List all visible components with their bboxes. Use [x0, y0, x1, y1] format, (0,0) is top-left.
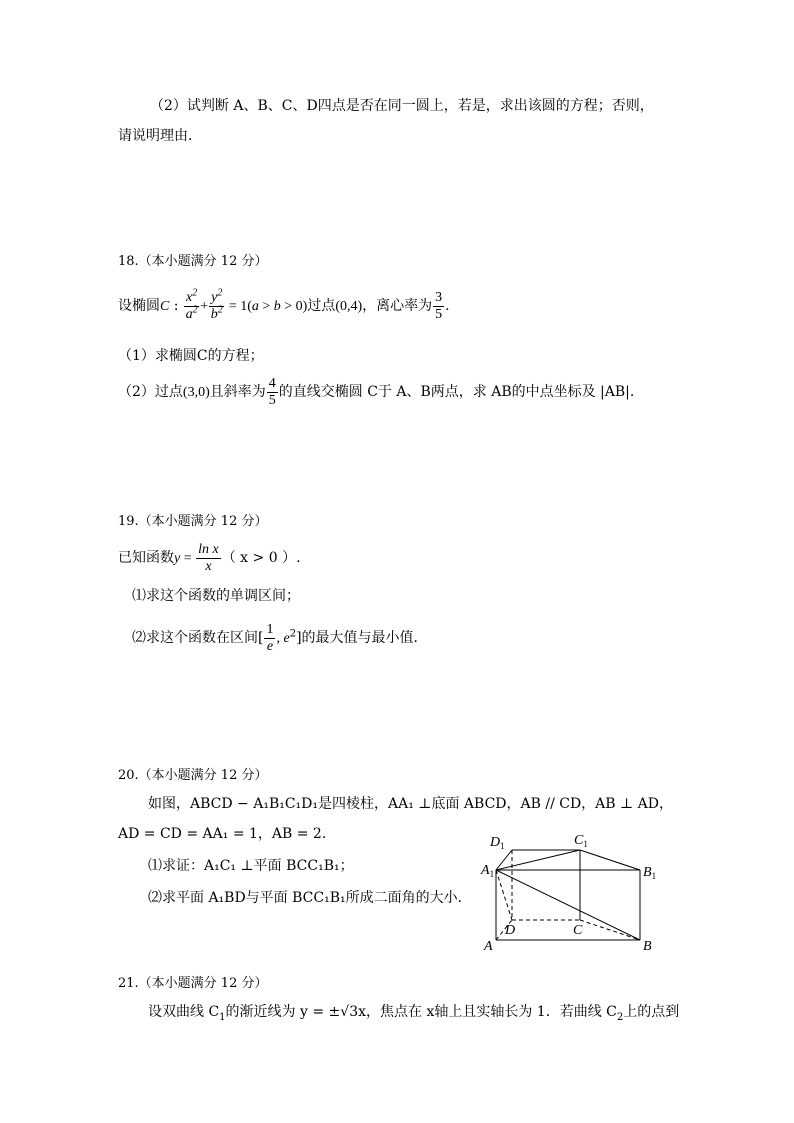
q20-header: 20.（本小题满分 12 分）	[118, 768, 268, 783]
q18-ecc-num: 3	[435, 289, 443, 305]
q19-intro-suffix: （ x > 0 ）.	[221, 550, 301, 566]
q18-ecc-den: 5	[435, 306, 443, 322]
label-C1: $C_1$	[574, 833, 588, 849]
q19-int-den: e	[266, 638, 274, 654]
q19-header: 19.（本小题满分 12 分）	[118, 514, 268, 529]
q21-line1-b: 的渐近线为 y = ±√3x，焦点在 x轴上且实轴长为 1．若曲线 C	[225, 1004, 617, 1020]
q18-ecc-label: ，离心率为	[362, 298, 433, 314]
q18-intro: 设椭圆C : $\frac{x^2}{a^2}$ + $\frac{y^2}{b^2}$ = 1(a > b > 0)过点(0,4)，离心率为 $\frac{3}{5}$ .	[118, 286, 450, 322]
q18-header: 18.（本小题满分 12 分）	[118, 254, 268, 269]
q20-part1: ⑴求证：A₁C₁ ⊥平面 BCC₁B₁；	[148, 858, 354, 874]
q19-int-num: 1	[266, 621, 274, 637]
q19-intro: 已知函数y = $\frac{\text{ln x}}{x}$ （ x > 0 ）.	[118, 541, 301, 574]
q18-part2-b: 且斜率为	[209, 384, 266, 400]
q18-slope-den: 5	[268, 392, 276, 408]
q19-part2-b: 的最大值与最小值．	[301, 630, 428, 646]
q21-line1: 设双曲线 $C_1$的渐近线为 y = ±√3x，焦点在 x轴上且实轴长为 1．若曲线 $C_2$上的点到	[148, 1004, 680, 1023]
q19-func-num: ln x	[198, 541, 219, 557]
label-A: A	[484, 939, 493, 954]
label-D1: $D_1$	[490, 835, 505, 851]
label-A1: $A_1$	[481, 863, 495, 879]
q17-part2-line2: 请说明理由．	[118, 128, 202, 144]
q19-func-den: x	[205, 558, 212, 574]
q21-header: 21.（本小题满分 12 分）	[118, 976, 268, 991]
q19-part2-a: ⑵求这个函数在区间[	[132, 630, 264, 646]
q17-part2-line1: （2）试判断 A、B、C、D四点是否在同一圆上，若是，求出该圆的方程；否则，	[150, 98, 654, 114]
q18-part2	[118, 372, 634, 413]
q18-intro-prefix: 设椭圆	[118, 298, 160, 314]
q18-part2-a: （2）过点	[118, 384, 183, 400]
q19-intro-prefix: 已知函数	[118, 550, 174, 566]
q20-line1: 如图，ABCD − A₁B₁C₁D₁是四棱柱，AA₁ ⊥底面 ABCD，AB // CD，AB ⊥ AD，	[148, 796, 673, 812]
q21-line1-c: 上的点到	[623, 1004, 680, 1020]
q18-part1: （1）求椭圆C的方程；	[118, 348, 264, 364]
label-D: D	[505, 923, 516, 938]
q18-point: (0,4)	[335, 299, 363, 314]
q18-slope-num: 4	[268, 375, 276, 391]
q18-part2-c: 的直线交椭圆 C于 A、B两点，求 AB的中点坐标及 |AB|.	[278, 384, 635, 400]
q18-part2-point: (3,0)	[182, 385, 210, 400]
label-B: B	[643, 939, 652, 954]
label-B1: $B_1$	[643, 865, 657, 881]
q19-part1: ⑴求这个函数的单调区间；	[132, 588, 300, 604]
q20-part2: ⑵求平面 A₁BD与平面 BCC₁B₁所成二面角的大小．	[148, 890, 472, 906]
q18-intro-mid: 过点	[307, 298, 336, 314]
prism-figure	[480, 830, 680, 955]
q19-part2: ⑵求这个函数在区间[ $\frac{1}{e}$ , $e^2$]的最大值与最小值．	[132, 621, 428, 654]
q20-line2: AD = CD = AA₁ = 1，AB = 2．	[118, 826, 336, 842]
q21-line1-a: 设双曲线 C	[148, 1004, 220, 1020]
label-C: C	[573, 923, 583, 938]
